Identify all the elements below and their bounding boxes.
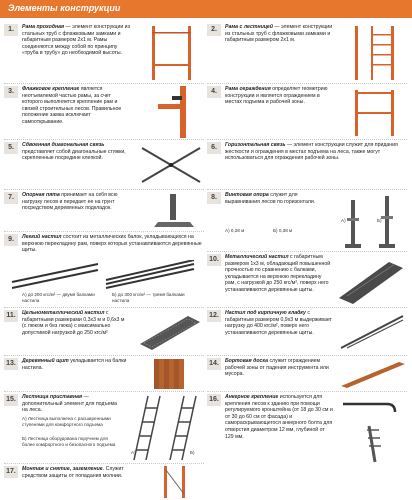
item-description: Горизонтальная связь — элемент конструкции служит для придания жесткости и ограждения в местах подъема на леса, также могут использоваться для ограждения рабочей зоны. <box>225 142 398 162</box>
element-item-10 <box>207 252 407 308</box>
element-item-7 <box>4 190 204 232</box>
steel-deck-image <box>138 314 202 350</box>
element-item-5 <box>4 140 204 190</box>
caption-b: Б) Лестница оборудована поручнем для более комфортного и безопасного подъема <box>22 436 116 447</box>
element-item-1 <box>4 22 204 84</box>
metal-deck-image <box>337 258 405 304</box>
element-item-8 <box>207 190 407 252</box>
item-description: Рама ограждения определяет геометрию конструкции и является ограждением в местах подъема и рабочей зоны. <box>225 86 328 106</box>
caption-b: Б) 0,38 м <box>273 228 293 233</box>
item-number: 2. <box>207 24 221 36</box>
anchor-bracket-image <box>339 396 405 466</box>
caption-a: А) Лестница выполнена с расширенными ступенями для комфортного подъема <box>22 416 111 427</box>
item-name: Опорная пята <box>22 192 60 198</box>
item-number: 3. <box>4 86 18 98</box>
label-a: А) <box>131 450 136 455</box>
item-name: Цельнометаллический настил <box>22 310 105 316</box>
item-description: Анкерное крепление используется для крепления лесов к зданию при помощи регулируемого кронштейна (от 18 до 30 см и от 30 до 60 см от фасада) и самораскрывающегося анкерного болта для отверстия диаметром 12 мм, глубиной от 129 мм. <box>225 394 333 440</box>
item-name: Анкерное крепление <box>225 394 279 400</box>
item-description: Монтаж и снятие, заземление. Служит средством защиты от попадания молнии. <box>22 466 124 479</box>
item-name: Легкий настил <box>22 234 62 240</box>
toe-board-image <box>341 362 405 388</box>
diagonal-brace-image <box>140 144 202 186</box>
item-number: 10. <box>207 254 221 266</box>
page-title: Элементы конструкции <box>8 3 121 13</box>
base-plate-image <box>154 194 194 228</box>
label-b: Б) <box>190 450 195 455</box>
item-number: 6. <box>207 142 221 154</box>
item-description: Сдвоенная диагональная связь представляет собой диагональные стяжки, скрепленные посредине клепкой. <box>22 142 126 162</box>
page-header <box>0 0 412 18</box>
item-name: Рама с лестницей <box>225 24 273 30</box>
item-description: Деревянный щит укладывается на балки настила. <box>22 358 127 371</box>
wooden-board-image <box>154 359 184 389</box>
element-item-11 <box>4 308 204 356</box>
element-item-3 <box>4 84 204 140</box>
item-description: Винтовая опора служит для выравнивания лесов по горизонтали. <box>225 192 316 205</box>
item-number: 13. <box>4 358 18 370</box>
element-item-15 <box>4 392 204 464</box>
element-item-2 <box>207 22 407 84</box>
item-description: Лестница приставная — дополнительный элемент для подъема на леса. <box>22 394 117 414</box>
grounding-image <box>154 466 194 498</box>
item-number: 8. <box>207 192 221 204</box>
screw-jack-image <box>337 194 405 250</box>
item-number: 11. <box>4 310 18 322</box>
item-number: 9. <box>4 234 18 246</box>
item-number: 12. <box>207 310 221 322</box>
item-name: Винтовая опора <box>225 192 269 198</box>
item-name: Лестница приставная <box>22 394 83 400</box>
item-description: Металлический настил с габаритным размером 1х3 м, обладающий повышенной прочностью по сравнению с балками, укладывается на верхнюю перекладину рам, с нагрузкой до 250 кгс/м², поверх него устанавливаются деревянные щиты. <box>225 254 331 293</box>
item-description: Рама с лестницей — элемент конструкции из стальных труб с флажковыми замками и габаритным размером 2х1 м. <box>225 24 333 44</box>
item-number: 5. <box>4 142 18 154</box>
flag-clamp-image <box>144 86 200 138</box>
item-number: 16. <box>207 394 221 406</box>
caption-a: А) до 200 кгс/м² — двумя балками настила <box>22 292 95 303</box>
element-item-14 <box>207 356 407 392</box>
caption-a: А) 0,28 м <box>225 228 245 233</box>
item-number: 7. <box>4 192 18 204</box>
item-description: Флажковое крепление является неотъемлемой частью рамы, за счет которого выполняется крепление рам и связей строительных лесов. Правильное положение замка исключает самооткрывание. <box>22 86 122 125</box>
item-description: Рама проходная — элемент конструкции из стальных труб с флажковыми замками и габаритным размером 2х1 м. Рамы соединяются между собой по принципу «труба в трубу» до необходимой высоты. <box>22 24 130 57</box>
label-a: А) <box>341 218 346 223</box>
element-item-9 <box>4 232 204 308</box>
item-number: 1. <box>4 24 18 36</box>
item-description: Цельнометаллический настил с габаритными размерами 0,3х3 м и 0,6х3 м (с люком и без люка) с максимально допустимой нагрузкой до 250 кгс/м² <box>22 310 125 336</box>
item-name: Монтаж и снятие, заземление <box>22 466 103 472</box>
item-name: Горизонтальная связь <box>225 142 286 148</box>
brick-deck-image <box>339 314 405 350</box>
item-name: Настил под кирпичную кладку <box>225 310 306 316</box>
element-item-12 <box>207 308 407 356</box>
frame-passage-image <box>144 24 200 82</box>
item-description: Настил под кирпичную кладку с габаритным размером 0,9х3 м выдерживает нагрузку до 400 кгс/м², поверх него устанавливаются деревянные щиты. <box>225 310 332 336</box>
caption-b: Б) до 300 кгс/м² — тремя балками настила <box>112 292 185 303</box>
label-b: Б) <box>377 218 382 223</box>
item-number: 17. <box>4 466 18 478</box>
item-name: Рама ограждения <box>225 86 271 92</box>
item-name: Бортовая доска <box>225 358 269 364</box>
element-item-13 <box>4 356 204 392</box>
item-name: Деревянный щит <box>22 358 69 364</box>
item-name: Рама проходная <box>22 24 65 30</box>
item-name: Сдвоенная диагональная связь <box>22 142 105 148</box>
light-deck-image <box>8 260 198 290</box>
element-item-17 <box>4 464 204 500</box>
guard-frame-image <box>347 90 403 136</box>
element-item-4 <box>207 84 407 140</box>
item-name: Металлический настил <box>225 254 289 260</box>
item-description: Легкий настил состоит из металлических балок, укладывающихся на верхнюю перекладину рам, поверх которых устанавливаются деревянные щиты. <box>22 234 202 254</box>
item-description: Бортовая доска служит ограждением рабочей зоны от падения инструмента или мусора. <box>225 358 329 378</box>
item-number: 4. <box>207 86 221 98</box>
element-item-6 <box>207 140 407 190</box>
item-name: Флажковое крепление <box>22 86 80 92</box>
item-number: 14. <box>207 358 221 370</box>
element-item-16 <box>207 392 407 500</box>
ladder-frame-image <box>347 24 403 82</box>
item-description: Опорная пята принимает на себя всю нагрузку лесов и передает ее на грунт посредством деревянных подкладок. <box>22 192 118 212</box>
item-number: 15. <box>4 394 18 406</box>
